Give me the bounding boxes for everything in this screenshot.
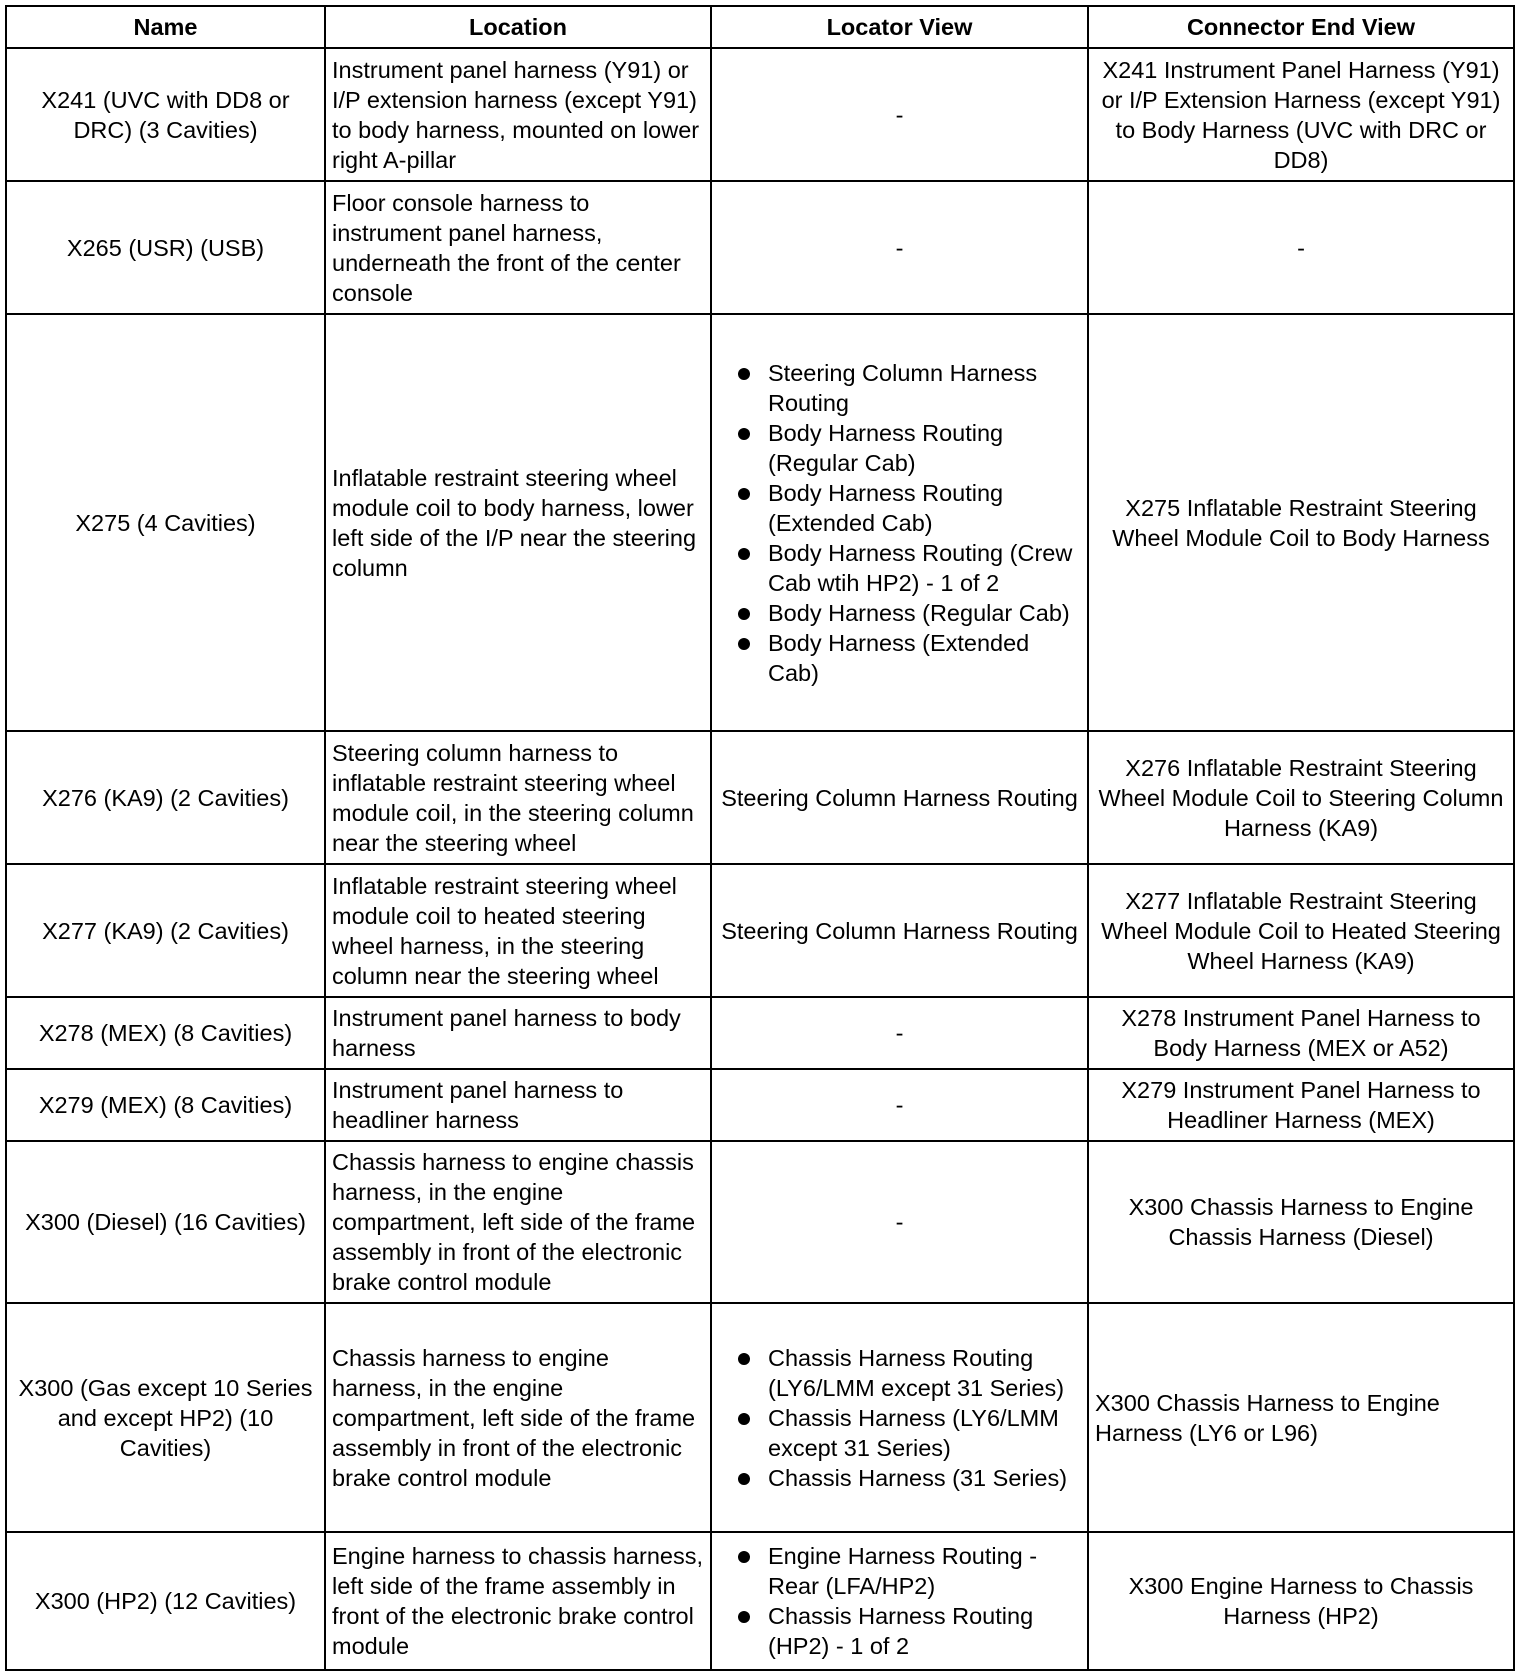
table-row xyxy=(6,997,1514,1069)
bullet-icon xyxy=(738,638,750,650)
table-row xyxy=(6,48,1514,181)
bullet-icon xyxy=(738,488,750,500)
cell-name: X300 (HP2) (12 Cavities) xyxy=(6,1532,325,1670)
locator-view-item xyxy=(718,1343,1081,1403)
cell-name: X279 (MEX) (8 Cavities) xyxy=(6,1069,325,1141)
locator-view-item-text: Engine Harness Routing - Rear (LFA/HP2) xyxy=(768,1543,1038,1599)
cell-name: X300 (Diesel) (16 Cavities) xyxy=(6,1141,325,1303)
cell-connector-end-view: X277 Inflatable Restraint Steering Wheel Module Coil to Heated Steering Wheel Harness (KA9) xyxy=(1088,864,1514,997)
header-location: Location xyxy=(325,6,711,48)
header-name: Name xyxy=(6,6,325,48)
cell-location: Steering column harness to inflatable restraint steering wheel module coil, in the steering column near the steering wheel xyxy=(325,731,711,864)
cell-connector-end-view: X275 Inflatable Restraint Steering Wheel Module Coil to Body Harness xyxy=(1088,314,1514,731)
cell-name: X241 (UVC with DD8 or DRC) (3 Cavities) xyxy=(6,48,325,181)
cell-name: X275 (4 Cavities) xyxy=(6,314,325,731)
locator-view-list xyxy=(718,1343,1081,1493)
locator-view-item-text: Steering Column Harness Routing xyxy=(768,359,1038,416)
cell-location: Chassis harness to engine chassis harness, in the engine compartment, left side of the frame assembly in front of the electronic brake control module xyxy=(325,1141,711,1303)
locator-view-item-text: Body Harness Routing (Extended Cab) xyxy=(768,479,1004,536)
cell-connector-end-view: X241 Instrument Panel Harness (Y91) or I/P Extension Harness (except Y91) to Body Harness (UVC with DRC or DD8) xyxy=(1088,48,1514,181)
header-connector-end-view: Connector End View xyxy=(1088,6,1514,48)
cell-name: X277 (KA9) (2 Cavities) xyxy=(6,864,325,997)
cell-locator-view xyxy=(711,1303,1088,1532)
locator-view-item xyxy=(718,538,1081,598)
table-row xyxy=(6,1303,1514,1532)
bullet-icon xyxy=(738,548,750,560)
cell-locator-view: - xyxy=(711,997,1088,1069)
table-row xyxy=(6,1532,1514,1670)
bullet-icon xyxy=(738,1551,750,1563)
locator-view-item xyxy=(718,628,1081,688)
bullet-icon xyxy=(738,1353,750,1365)
locator-view-item xyxy=(718,418,1081,478)
locator-view-item-text: Body Harness Routing (Crew Cab wtih HP2) - 1 of 2 xyxy=(768,539,1073,596)
cell-locator-view: - xyxy=(711,1069,1088,1141)
locator-view-item-text: Chassis Harness (LY6/LMM except 31 Series) xyxy=(768,1404,1059,1461)
locator-view-item xyxy=(718,598,1081,628)
locator-view-item-text: Body Harness Routing (Regular Cab) xyxy=(768,419,1004,476)
cell-locator-view: - xyxy=(711,181,1088,314)
locator-view-item xyxy=(718,1541,1081,1601)
cell-locator-view: Steering Column Harness Routing xyxy=(711,864,1088,997)
cell-location: Instrument panel harness to headliner harness xyxy=(325,1069,711,1141)
cell-name: X278 (MEX) (8 Cavities) xyxy=(6,997,325,1069)
table-row xyxy=(6,1069,1514,1141)
cell-locator-view: - xyxy=(711,48,1088,181)
header-row xyxy=(6,6,1514,48)
cell-connector-end-view: X300 Engine Harness to Chassis Harness (HP2) xyxy=(1088,1532,1514,1670)
cell-connector-end-view: X279 Instrument Panel Harness to Headliner Harness (MEX) xyxy=(1088,1069,1514,1141)
cell-connector-end-view: X300 Chassis Harness to Engine Chassis Harness (Diesel) xyxy=(1088,1141,1514,1303)
locator-view-item-text: Body Harness (Extended Cab) xyxy=(768,629,1030,686)
bullet-icon xyxy=(738,1611,750,1623)
cell-locator-view xyxy=(711,314,1088,731)
connector-table xyxy=(5,5,1515,1671)
cell-connector-end-view: X300 Chassis Harness to Engine Harness (LY6 or L96) xyxy=(1088,1303,1514,1532)
cell-name: X276 (KA9) (2 Cavities) xyxy=(6,731,325,864)
locator-view-item xyxy=(718,478,1081,538)
bullet-icon xyxy=(738,608,750,620)
cell-locator-view: - xyxy=(711,1141,1088,1303)
cell-locator-view xyxy=(711,1532,1088,1670)
locator-view-item-text: Body Harness (Regular Cab) xyxy=(768,599,1070,626)
cell-locator-view: Steering Column Harness Routing xyxy=(711,731,1088,864)
locator-view-item-text: Chassis Harness (31 Series) xyxy=(768,1464,1068,1491)
header-locator-view: Locator View xyxy=(711,6,1088,48)
cell-location: Inflatable restraint steering wheel module coil to heated steering wheel harness, in the steering column near the steering wheel xyxy=(325,864,711,997)
table-row xyxy=(6,864,1514,997)
cell-location: Instrument panel harness (Y91) or I/P extension harness (except Y91) to body harness, mounted on lower right A-pillar xyxy=(325,48,711,181)
cell-location: Floor console harness to instrument panel harness, underneath the front of the center console xyxy=(325,181,711,314)
locator-view-item xyxy=(718,1463,1081,1493)
cell-location: Chassis harness to engine harness, in the engine compartment, left side of the frame assembly in front of the electronic brake control module xyxy=(325,1303,711,1532)
cell-location: Instrument panel harness to body harness xyxy=(325,997,711,1069)
table-row xyxy=(6,731,1514,864)
locator-view-item xyxy=(718,358,1081,418)
cell-connector-end-view: X278 Instrument Panel Harness to Body Harness (MEX or A52) xyxy=(1088,997,1514,1069)
cell-location: Inflatable restraint steering wheel module coil to body harness, lower left side of the I/P near the steering column xyxy=(325,314,711,731)
locator-view-item-text: Chassis Harness Routing (LY6/LMM except 31 Series) xyxy=(768,1344,1065,1401)
table-body xyxy=(6,48,1514,1670)
bullet-icon xyxy=(738,1413,750,1425)
locator-view-item-text: Chassis Harness Routing (HP2) - 1 of 2 xyxy=(768,1603,1034,1659)
cell-name: X265 (USR) (USB) xyxy=(6,181,325,314)
locator-view-list xyxy=(718,1541,1081,1661)
locator-view-item xyxy=(718,1403,1081,1463)
cell-connector-end-view: - xyxy=(1088,181,1514,314)
locator-view-item xyxy=(718,1601,1081,1661)
table-row xyxy=(6,181,1514,314)
table-row xyxy=(6,1141,1514,1303)
bullet-icon xyxy=(738,368,750,380)
table-row xyxy=(6,314,1514,731)
cell-connector-end-view: X276 Inflatable Restraint Steering Wheel Module Coil to Steering Column Harness (KA9) xyxy=(1088,731,1514,864)
bullet-icon xyxy=(738,428,750,440)
bullet-icon xyxy=(738,1473,750,1485)
cell-name: X300 (Gas except 10 Series and except HP2) (10 Cavities) xyxy=(6,1303,325,1532)
locator-view-list xyxy=(718,358,1081,688)
cell-location: Engine harness to chassis harness, left side of the frame assembly in front of the electronic brake control module xyxy=(325,1532,711,1670)
